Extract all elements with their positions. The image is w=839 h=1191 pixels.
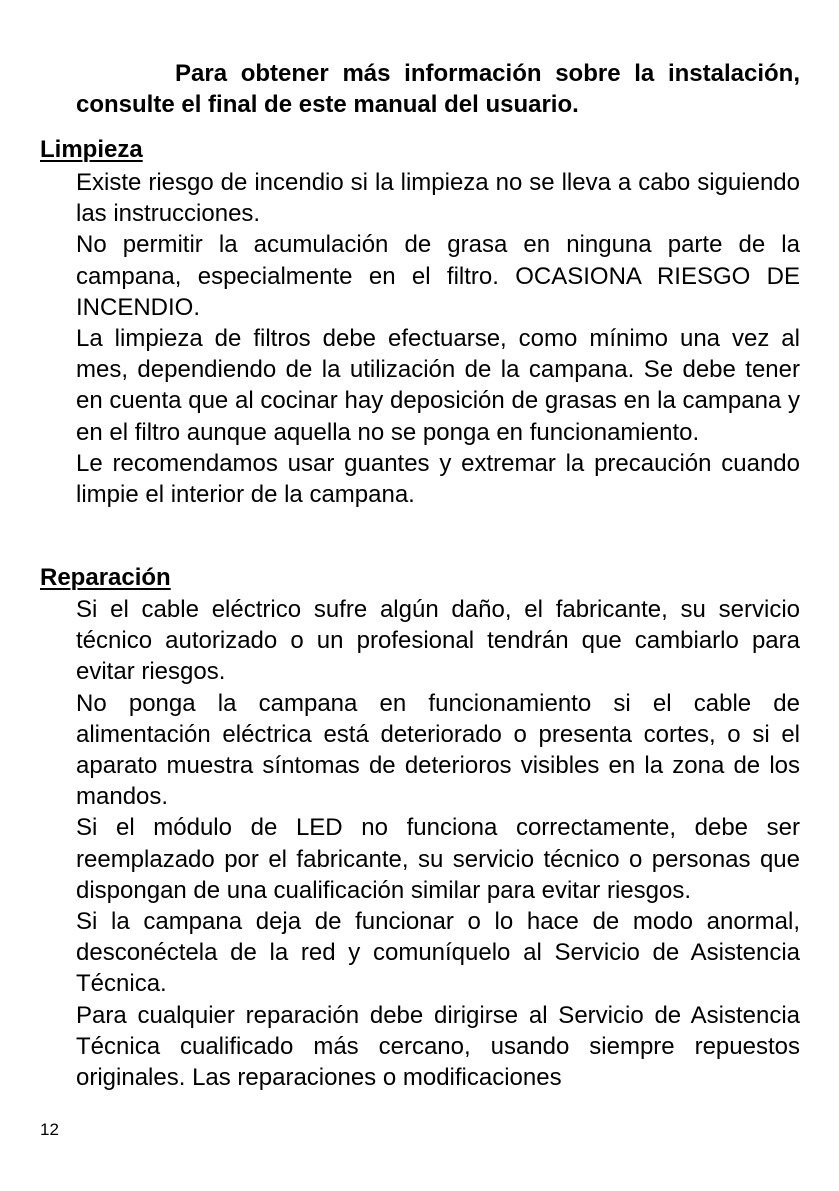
installation-note: Para obtener más información sobre la instalación, consulte el final de este manual del usuario. — [76, 60, 800, 118]
page-number: 12 — [40, 1120, 59, 1139]
limpieza-paragraph-1: Existe riesgo de incendio si la limpieza no se lleva a cabo siguiendo las instrucciones. — [76, 169, 800, 228]
limpieza-paragraph-3: La limpieza de filtros debe efectuarse, como mínimo una vez al mes, dependiendo de la utilización de la campana. Se debe tener en cuenta que al cocinar hay deposición de grasas en la campana y en el filtro aunque aquella no se ponga en funcionamiento. — [76, 325, 800, 446]
reparacion-paragraph-5: Para cualquier reparación debe dirigirse al Servicio de Asistencia Técnica cualificado más cercano, usando siempre repuestos originales. Las reparaciones o modificaciones — [76, 1001, 800, 1092]
section-heading-reparacion: Reparación — [40, 564, 171, 591]
section-limpieza-body — [76, 167, 800, 510]
limpieza-paragraph-4: Le recomendamos usar guantes y extremar la precaución cuando limpie el interior de la campana. — [76, 449, 800, 509]
reparacion-paragraph-4: Si la campana deja de funcionar o lo hace de modo anormal, desconéctela de la red y comuníquelo al Servicio de Asistencia Técnica. — [76, 908, 800, 998]
reparacion-paragraph-2: No ponga la campana en funcionamiento si el cable de alimentación eléctrica está deteriorado o presenta cortes, o si el aparato muestra síntomas de deterioros visibles en la zona de los mandos. — [76, 689, 800, 811]
section-heading-limpieza: Limpieza — [40, 136, 143, 163]
section-reparacion-body — [76, 594, 800, 1093]
limpieza-paragraph-2: No permitir la acumulación de grasa en ninguna parte de la campana, especialmente en el filtro. OCASIONA RIESGO DE INCENDIO. — [76, 231, 800, 321]
reparacion-paragraph-3: Si el módulo de LED no funciona correctamente, debe ser reemplazado por el fabricante, su servicio técnico o personas que dispongan de una cualificación similar para evitar riesgos. — [76, 814, 800, 904]
reparacion-paragraph-1: Si el cable eléctrico sufre algún daño, el fabricante, su servicio técnico autorizado o un profesional tendrán que cambiarlo para evitar riesgos. — [76, 596, 800, 686]
